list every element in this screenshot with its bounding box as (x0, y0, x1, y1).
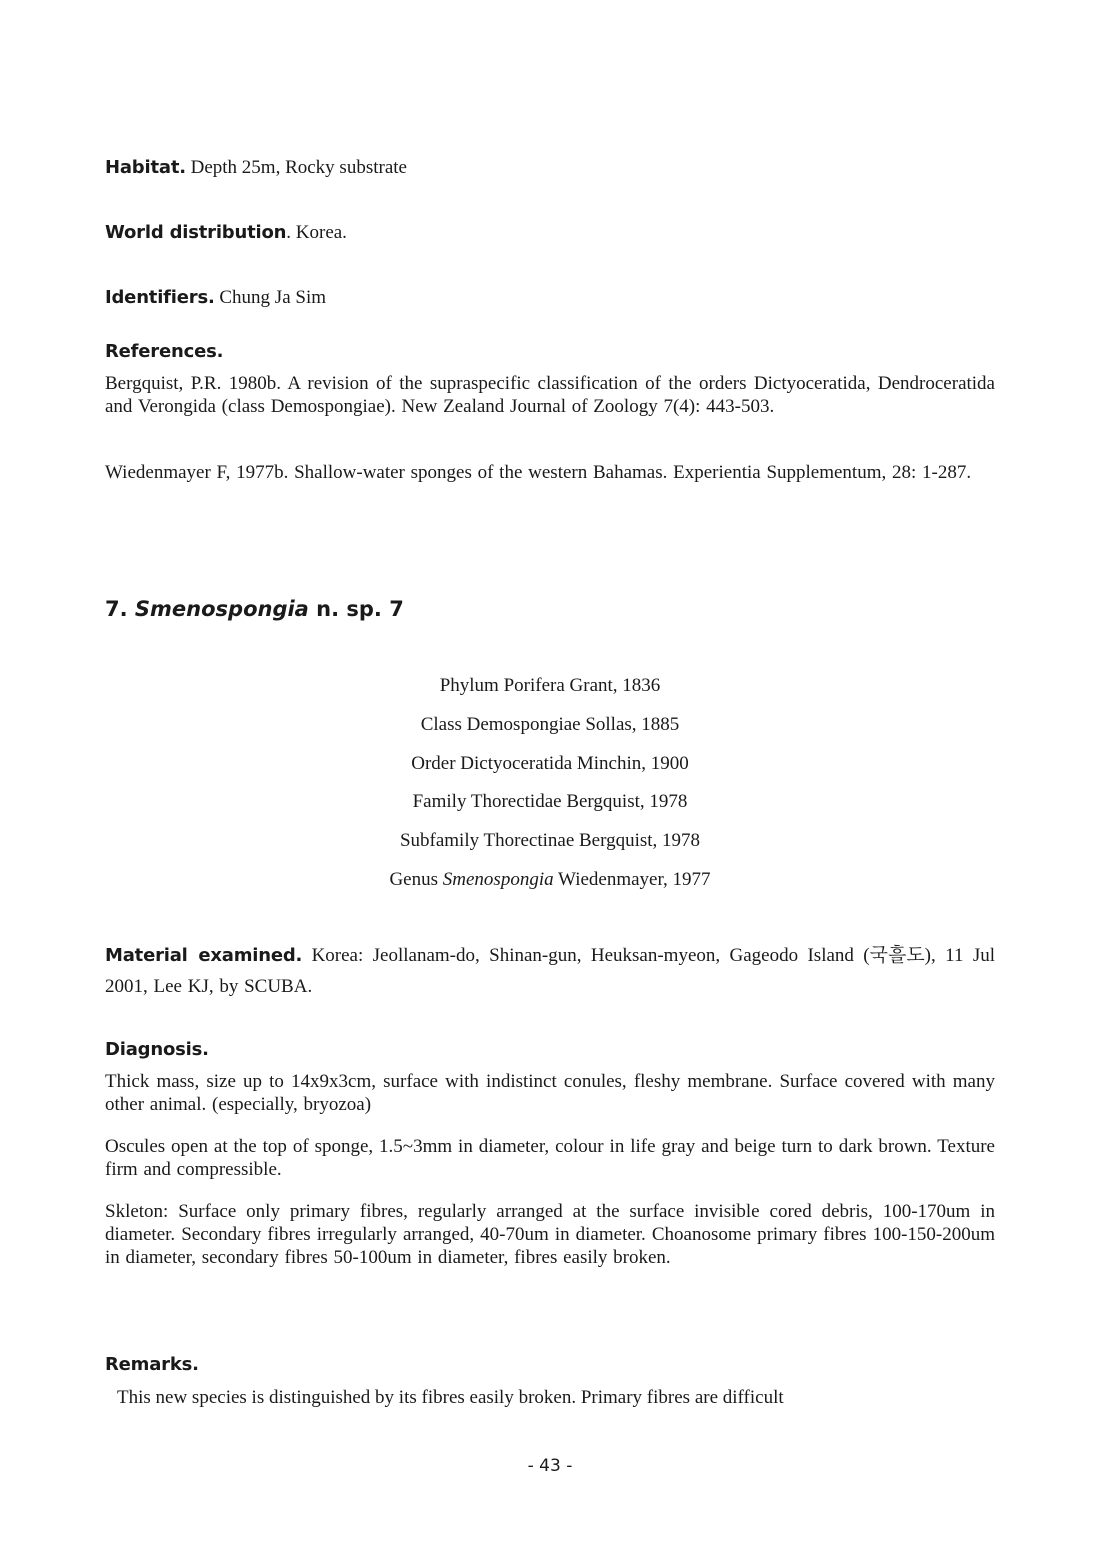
reference-item: Bergquist, P.R. 1980b. A revision of the supraspecific classification of the orders Dictyoceratida, Dendroceratida and Verongida (class Demospongiae). New Zealand Journal of Zoology 7(4): 443-503. (105, 373, 995, 417)
remarks-text: This new species is distinguished by its fibres easily broken. Primary fibres are difficult (117, 1387, 784, 1408)
distribution-label: World distribution (105, 222, 287, 243)
identifiers-text: Chung Ja Sim (219, 287, 326, 308)
diagnosis-paragraph: Oscules open at the top of sponge, 1.5~3mm in diameter, colour in life gray and beige turn to dark brown. Texture firm and compressible. (105, 1136, 995, 1180)
material-label: Material examined. (105, 945, 303, 966)
identifiers-section (105, 286, 995, 309)
species-number: 7. (105, 597, 128, 621)
material-text: Korea: Jeollanam-do, Shinan-gun, Heuksan-myeon, Gageodo Island (국흘도), 11 Jul 2001, Lee KJ, by SCUBA. (105, 945, 995, 997)
habitat-section (105, 156, 995, 179)
distribution-section (105, 221, 995, 244)
taxonomy-phylum: Phylum Porifera Grant, 1836 (439, 675, 661, 696)
diagnosis-heading: Diagnosis. (105, 1039, 209, 1060)
references-heading: References. (105, 341, 224, 362)
species-rest: n. sp. 7 (316, 597, 404, 621)
habitat-text: Depth 25m, Rocky substrate (190, 157, 407, 178)
habitat-label: Habitat. (105, 157, 186, 178)
taxonomy-class: Class Demospongiae Sollas, 1885 (420, 714, 680, 735)
taxonomy-genus-name: Smenospongia (442, 869, 554, 890)
taxonomy-subfamily: Subfamily Thorectinae Bergquist, 1978 (399, 830, 701, 851)
species-genus: Smenospongia (134, 597, 309, 621)
page-number: - 43 - (527, 1456, 573, 1476)
material-section (105, 940, 995, 1002)
taxonomy-genus (0, 869, 1100, 891)
diagnosis-paragraph: Thick mass, size up to 14x9x3cm, surface with indistinct conules, fleshy membrane. Surface covered with many other animal. (especially, bryozoa) (105, 1071, 995, 1115)
taxonomy-genus-prefix: Genus (389, 869, 439, 890)
distribution-text: . Korea. (286, 222, 347, 243)
taxonomy-genus-author: Wiedenmayer, 1977 (558, 869, 711, 890)
taxonomy-order: Order Dictyoceratida Minchin, 1900 (411, 753, 689, 774)
diagnosis-paragraph: Skleton: Surface only primary fibres, regularly arranged at the surface invisible cored debris, 100-170um in diameter. Secondary fibres irregularly arranged, 40-70um in diameter. Choanosome primary fibres 100-150-200um in diameter, secondary fibres 50-100um in diameter, fibres easily broken. (105, 1201, 995, 1268)
taxonomy-family: Family Thorectidae Bergquist, 1978 (412, 791, 688, 812)
identifiers-label: Identifiers. (105, 287, 215, 308)
reference-item: Wiedenmayer F, 1977b. Shallow-water sponges of the western Bahamas. Experientia Supplementum, 28: 1-287. (105, 462, 972, 483)
remarks-heading: Remarks. (105, 1354, 199, 1375)
species-heading (105, 597, 404, 621)
